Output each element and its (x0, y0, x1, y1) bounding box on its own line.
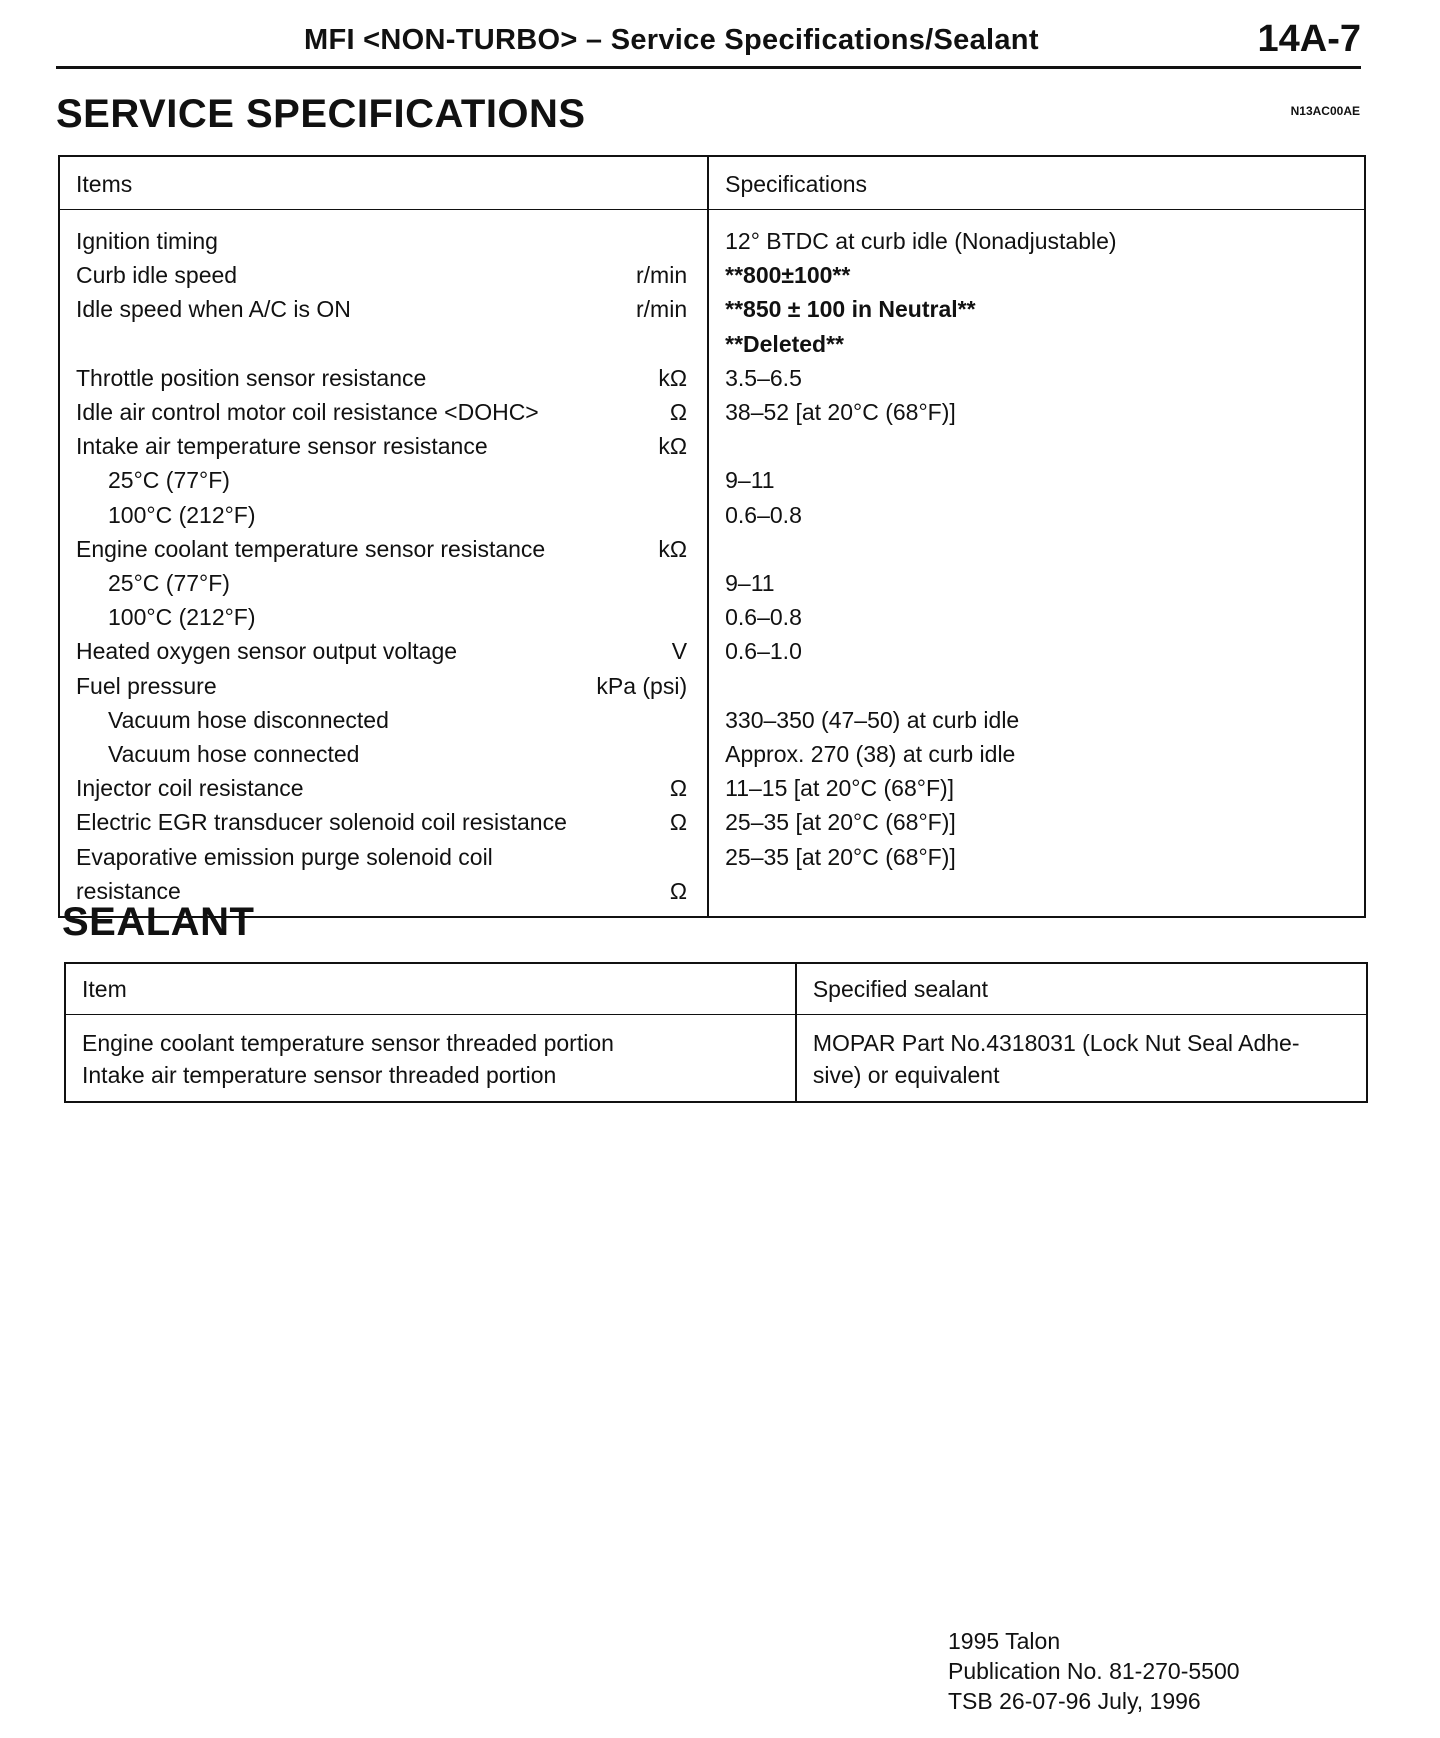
item-cell (59, 361, 708, 395)
item-cell (59, 532, 708, 566)
item-cell (59, 634, 708, 668)
column-header-specifications: Specifications (708, 156, 1365, 210)
table-row (65, 1015, 1367, 1103)
item-cell (59, 737, 708, 771)
sealant-title: SEALANT (62, 900, 255, 944)
item-label: 100°C (212°F) (108, 604, 256, 631)
item-line: Intake air temperature sensor threaded portion (82, 1062, 557, 1088)
spec-cell: 12° BTDC at curb idle (Nonadjustable) (725, 228, 1117, 254)
column-header-specified-sealant: Specified sealant (796, 963, 1367, 1015)
item-label: 25°C (77°F) (108, 570, 230, 597)
unit-label: Ω (669, 775, 688, 802)
table-row (59, 361, 1365, 395)
item-label: Evaporative emission purge solenoid coil resistance (76, 843, 493, 904)
table-row (59, 703, 1365, 737)
unit-label: Ω (669, 399, 688, 426)
sealant-cell (796, 1015, 1367, 1103)
item-cell (59, 498, 708, 532)
item-cell (59, 429, 708, 463)
footer-tsb: TSB 26-07-96 July, 1996 (948, 1688, 1201, 1714)
table-header-row (59, 156, 1365, 210)
unit-label: kΩ (658, 433, 688, 460)
footer (948, 1626, 1240, 1716)
item-label: Electric EGR transducer solenoid coil resistance (76, 809, 567, 836)
item-label: Fuel pressure (76, 672, 217, 699)
item-label: Heated oxygen sensor output voltage (76, 638, 458, 665)
spec-cell: 25–35 [at 20°C (68°F)] (725, 843, 956, 870)
table-row (59, 532, 1365, 566)
column-header-item: Item (65, 963, 796, 1015)
table-row (59, 327, 1365, 361)
spec-cell: **800±100** (725, 262, 851, 289)
item-label: Injector coil resistance (76, 775, 304, 802)
item-cell (59, 703, 708, 737)
item-cell (59, 669, 708, 703)
spec-cell: 330–350 (47–50) at curb idle (725, 706, 1020, 733)
sealant-line: MOPAR Part No.4318031 (Lock Nut Seal Adhe- (812, 1030, 1300, 1056)
spec-cell: **Deleted** (725, 330, 845, 357)
spec-cell (708, 669, 1365, 703)
spec-cell: 11–15 [at 20°C (68°F)] (725, 775, 955, 802)
column-header-items: Items (59, 156, 708, 210)
unit-label: r/min (636, 262, 688, 289)
table-row (59, 669, 1365, 703)
table-row (59, 634, 1365, 668)
item-cell (59, 771, 708, 805)
header-title: MFI <NON-TURBO> – Service Specifications/Sealant (304, 24, 1039, 56)
footer-publication: Publication No. 81-270-5500 (948, 1658, 1240, 1684)
spec-cell: 0.6–0.8 (725, 604, 802, 631)
item-cell (59, 210, 708, 259)
item-cell (59, 327, 708, 361)
item-cell (59, 463, 708, 497)
unit-label: V (671, 638, 688, 665)
item-cell (59, 258, 708, 292)
item-label: 25°C (77°F) (108, 467, 230, 494)
item-label: 100°C (212°F) (108, 501, 256, 528)
item-label: Engine coolant temperature sensor resistance (76, 535, 546, 562)
item-cell (59, 292, 708, 326)
unit-label: kPa (psi) (596, 672, 688, 699)
footer-model: 1995 Talon (948, 1628, 1061, 1654)
table-row (59, 771, 1365, 805)
item-label: Curb idle speed (76, 262, 238, 289)
spec-cell: 9–11 (725, 467, 775, 494)
item-label: Intake air temperature sensor resistance (76, 433, 488, 460)
table-row (59, 805, 1365, 839)
table-row (59, 395, 1365, 429)
item-cell (59, 600, 708, 634)
table-row (59, 210, 1365, 259)
item-cell (59, 805, 708, 839)
service-specifications-table (58, 155, 1366, 918)
page-header (56, 18, 1361, 69)
table-row (59, 737, 1365, 771)
table-row (59, 840, 1365, 917)
table-header-row (65, 963, 1367, 1015)
table-row (59, 429, 1365, 463)
unit-label: r/min (636, 296, 688, 323)
table-row (59, 463, 1365, 497)
spec-cell: 0.6–0.8 (725, 501, 802, 528)
unit-label: kΩ (658, 535, 688, 562)
unit-label: Ω (669, 877, 688, 904)
spec-cell: Approx. 270 (38) at curb idle (725, 741, 1016, 768)
spec-cell (708, 532, 1365, 566)
item-label: Vacuum hose disconnected (108, 706, 389, 733)
item-cell (65, 1015, 796, 1103)
service-specifications-title: SERVICE SPECIFICATIONS (56, 92, 586, 136)
spec-cell: **850 ± 100 in Neutral** (725, 296, 976, 323)
table-row (59, 292, 1365, 326)
spec-cell (708, 429, 1365, 463)
spec-cell: 9–11 (725, 570, 775, 597)
item-label: Throttle position sensor resistance (76, 364, 427, 391)
item-label: Ignition timing (76, 228, 218, 254)
section-code: N13AC00AE (1290, 104, 1360, 118)
item-cell (59, 395, 708, 429)
sealant-table (64, 962, 1368, 1103)
unit-label: kΩ (658, 364, 688, 391)
spec-cell: 25–35 [at 20°C (68°F)] (725, 809, 956, 836)
item-line: Engine coolant temperature sensor threaded portion (82, 1030, 614, 1056)
item-label: Idle speed when A/C is ON (76, 296, 351, 323)
table-row (59, 600, 1365, 634)
item-label: Idle air control motor coil resistance <DOHC> (76, 399, 539, 426)
sealant-line: sive) or equivalent (812, 1062, 1000, 1088)
page-number: 14A-7 (1257, 18, 1361, 60)
spec-cell: 38–52 [at 20°C (68°F)] (725, 399, 956, 426)
item-cell (59, 566, 708, 600)
unit-label: Ω (669, 809, 688, 836)
item-label: Vacuum hose connected (108, 741, 360, 768)
table-row (59, 258, 1365, 292)
table-row (59, 566, 1365, 600)
spec-cell: 0.6–1.0 (725, 638, 802, 665)
table-row (59, 498, 1365, 532)
spec-cell: 3.5–6.5 (725, 364, 802, 391)
